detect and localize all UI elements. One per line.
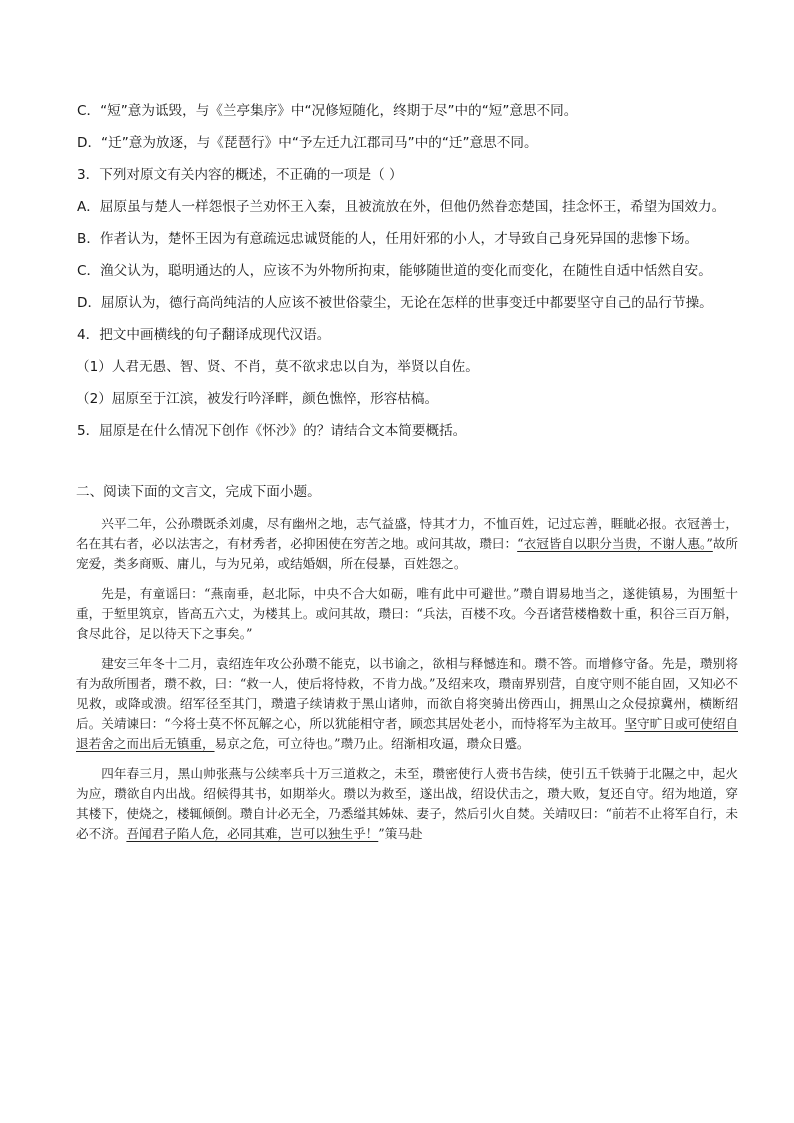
- passage-text: 兴平二年，公孙瓒既杀刘虞，尽有幽州之地，志气益盛，恃其才力，不恤百姓，记过忘善，睚眦必报。衣冠善士，名在其右者，必以法害之，有材秀者，必抑困使在穷苦之地。或问其故，瓒曰：: [76, 516, 738, 551]
- passage-text: 易京之危，可立待也。”瓒乃止。绍渐相攻逼，瓒众日蹙。: [214, 736, 530, 751]
- section-title: 二、阅读下面的文言文，完成下面小题。: [76, 484, 321, 500]
- option-a-summary: A．屈原虽与楚人一样怨恨子兰劝怀王入秦，且被流放在外，但他仍然眷恋楚国，挂念怀王，希望为国效力。: [77, 199, 726, 215]
- question-5: 5．屈原是在什么情况下创作《怀沙》的？请结合文本简要概括。: [77, 423, 467, 439]
- option-c-vocab: C．“短”意为诋毁，与《兰亭集序》中“况修短随化，终期于尽”中的“短”意思不同。: [77, 103, 578, 119]
- passage-paragraph-4: [76, 764, 738, 844]
- option-d-summary: D．屈原认为，德行高尚纯洁的人应该不被世俗蒙尘，无论在怎样的世事变迁中都要坚守自己的品行节操。: [77, 295, 713, 311]
- option-c-summary: C．渔父认为，聪明通达的人，应该不为外物所拘束，能够随世道的变化而变化，在随性自适中恬然自安。: [77, 263, 712, 279]
- option-b-summary: B．作者认为，楚怀王因为有意疏远忠诚贤能的人，任用奸邪的小人，才导致自己身死异国的悲惨下场。: [77, 231, 699, 247]
- passage-text: 故所宠爱，类多商贩、庸儿，与为兄弟，或结婚姻，所在侵暴，百姓怨之。: [76, 536, 739, 571]
- passage-text: 四年春三月，黑山帅张燕与公续率兵十万三道救之，未至，瓒密使行人赍书告续，使引五千铁骑于北隰之中，起火为应，瓒欲自内出战。绍候得其书，如期举火。瓒以为救至，遂出战，绍设伏击之，瓒大败，复还自守。绍为地道，穿其楼下，使烧之，楼辄倾倒。瓒自计必无全，乃悉缢其姊妹、妻子，然后引火自焚。关靖叹曰：“前若不止将军自行，未必不济。: [76, 766, 738, 841]
- passage-text: 建安三年冬十二月，袁绍连年攻公孙瓒不能克，以书谕之，欲相与释憾连和。瓒不答。而增修守备。先是，瓒别将有为敌所围者，瓒不救，曰：“救一人，使后将恃救，不肯力战。”及绍来攻，瓒南界别营，自度守则不能自固，又知必不见救，或降或溃。绍军径至其门，瓒遣子续请救于黑山诸帅，而欲自将突骑出傍西山，拥黑山之众侵掠冀州，横断绍后。关靖谏曰：“今将士莫不怀瓦解之心，所以犹能相守者，顾恋其居处老小，而恃将军为主故耳。: [76, 656, 738, 731]
- underlined-sentence-1: “衣冠皆自以职分当贵，不谢人惠。”: [517, 536, 713, 551]
- question-3: 3．下列对原文有关内容的概述，不正确的一项是（ ）: [77, 167, 403, 183]
- underlined-sentence-3: 吾闻君子陷人危，必同其难，岂可以独生乎！: [126, 826, 379, 841]
- question-4-part-2: （2）屈原至于江滨，被发行吟泽畔，颜色憔悴，形容枯槁。: [76, 391, 439, 407]
- classical-passage: [76, 514, 738, 844]
- passage-paragraph-3: [76, 654, 738, 754]
- question-4: 4．把文中画横线的句子翻译成现代汉语。: [77, 327, 331, 343]
- option-d-vocab: D．“迁”意为放逐，与《琵琶行》中“予左迁九江郡司马”中的“迁”意思不同。: [77, 135, 538, 151]
- passage-paragraph-2: 先是，有童谣曰：“燕南垂，赵北际，中央不合大如砺，唯有此中可避世。”瓒自谓易地当之，遂徙镇易，为围堑十重，于堑里筑京，皆高五六丈，为楼其上。或问其故，瓒曰：“兵法，百楼不攻。今吾诸营楼橹数十重，积谷三百万斛，食尽此谷，足以待天下之事矣。”: [76, 586, 738, 641]
- passage-paragraph-1: [76, 514, 738, 574]
- passage-text: ”策马赴: [378, 826, 423, 841]
- question-4-part-1: （1）人君无愚、智、贤、不肖，莫不欲求忠以自为，举贤以自佐。: [76, 359, 479, 375]
- underlined-sentence-2: 坚守旷日或可使绍自退若舍之而出后无镇重，: [76, 716, 738, 751]
